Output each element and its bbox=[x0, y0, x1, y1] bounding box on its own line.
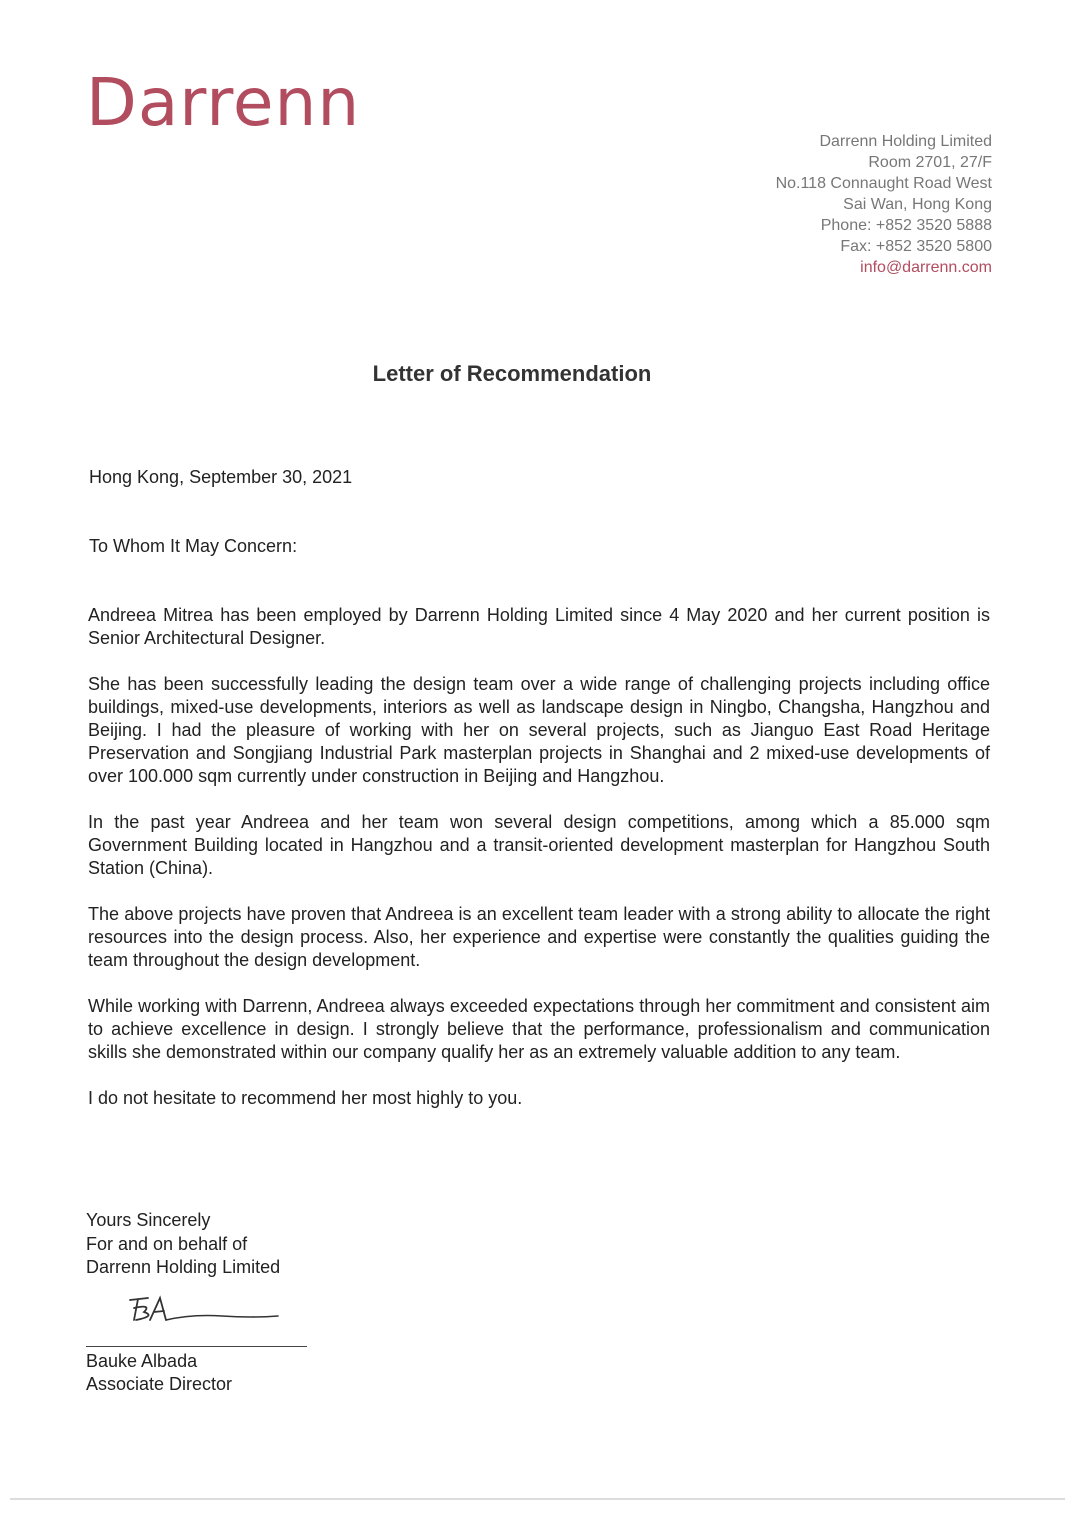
body-paragraph-leadership: The above projects have proven that Andreea is an excellent team leader with a strong ability to allocate the right resources into the design process. Also, her experience and expertise were constantly the qualities guiding the team throughout the design development. bbox=[88, 904, 990, 970]
address-city: Sai Wan, Hong Kong bbox=[843, 196, 992, 213]
address-street: No.118 Connaught Road West bbox=[775, 175, 992, 192]
body-paragraph-employment: Andreea Mitrea has been employed by Darrenn Holding Limited since 4 May 2020 and her current position is Senior Architectural Designer. bbox=[88, 605, 990, 648]
address-email: info@darrenn.com bbox=[860, 259, 992, 276]
body-paragraph-competitions: In the past year Andreea and her team won several design competitions, among which a 85.000 sqm Government Building located in Hangzhou and a transit-oriented development masterplan for Hangzhou South Station (China). bbox=[88, 812, 990, 878]
closing-on-behalf: For and on behalf of bbox=[86, 1233, 248, 1254]
address-fax: Fax: +852 3520 5800 bbox=[840, 238, 992, 255]
address-phone: Phone: +852 3520 5888 bbox=[820, 217, 992, 234]
closing-yours-sincerely: Yours Sincerely bbox=[86, 1210, 211, 1230]
company-logo: Darrenn bbox=[86, 64, 361, 141]
letter-body bbox=[88, 604, 990, 1133]
letter-title: Letter of Recommendation bbox=[372, 361, 652, 386]
body-paragraph-projects: She has been successfully leading the design team over a wide range of challenging projects including office buildings, mixed-use developments, interiors as well as landscape design in Ningbo, Changsha, Hangzhou and Beijing. I had the pleasure of working with her on several projects, such as Jianguo East Road Heritage Preservation and Songjiang Industrial Park masterplan projects in Shanghai and 2 mixed-use developments of over 100.000 sqm currently under construction in Beijing and Hangzhou. bbox=[88, 674, 990, 786]
letter-salutation: To Whom It May Concern: bbox=[89, 536, 298, 556]
signer-title: Associate Director bbox=[86, 1374, 233, 1394]
address-room: Room 2701, 27/F bbox=[868, 154, 992, 171]
company-address-block bbox=[776, 131, 992, 278]
handwritten-signature bbox=[122, 1292, 282, 1332]
address-company-name: Darrenn Holding Limited bbox=[819, 133, 992, 150]
letter-closing bbox=[86, 1209, 280, 1280]
signer-name: Bauke Albada bbox=[86, 1351, 198, 1371]
signer-block bbox=[86, 1350, 232, 1396]
signature-line bbox=[86, 1346, 307, 1347]
closing-company: Darrenn Holding Limited bbox=[86, 1257, 281, 1277]
body-paragraph-recommendation: I do not hesitate to recommend her most highly to you. bbox=[88, 1088, 523, 1108]
letter-dateline: Hong Kong, September 30, 2021 bbox=[89, 467, 353, 487]
page-footer-divider bbox=[10, 1498, 1065, 1500]
body-paragraph-performance: While working with Darrenn, Andreea always exceeded expectations through her commitment and consistent aim to achieve excellence in design. I strongly believe that the performance, professionalism and communication skills she demonstrated within our company qualify her as an extremely valuable addition to any team. bbox=[88, 996, 990, 1062]
